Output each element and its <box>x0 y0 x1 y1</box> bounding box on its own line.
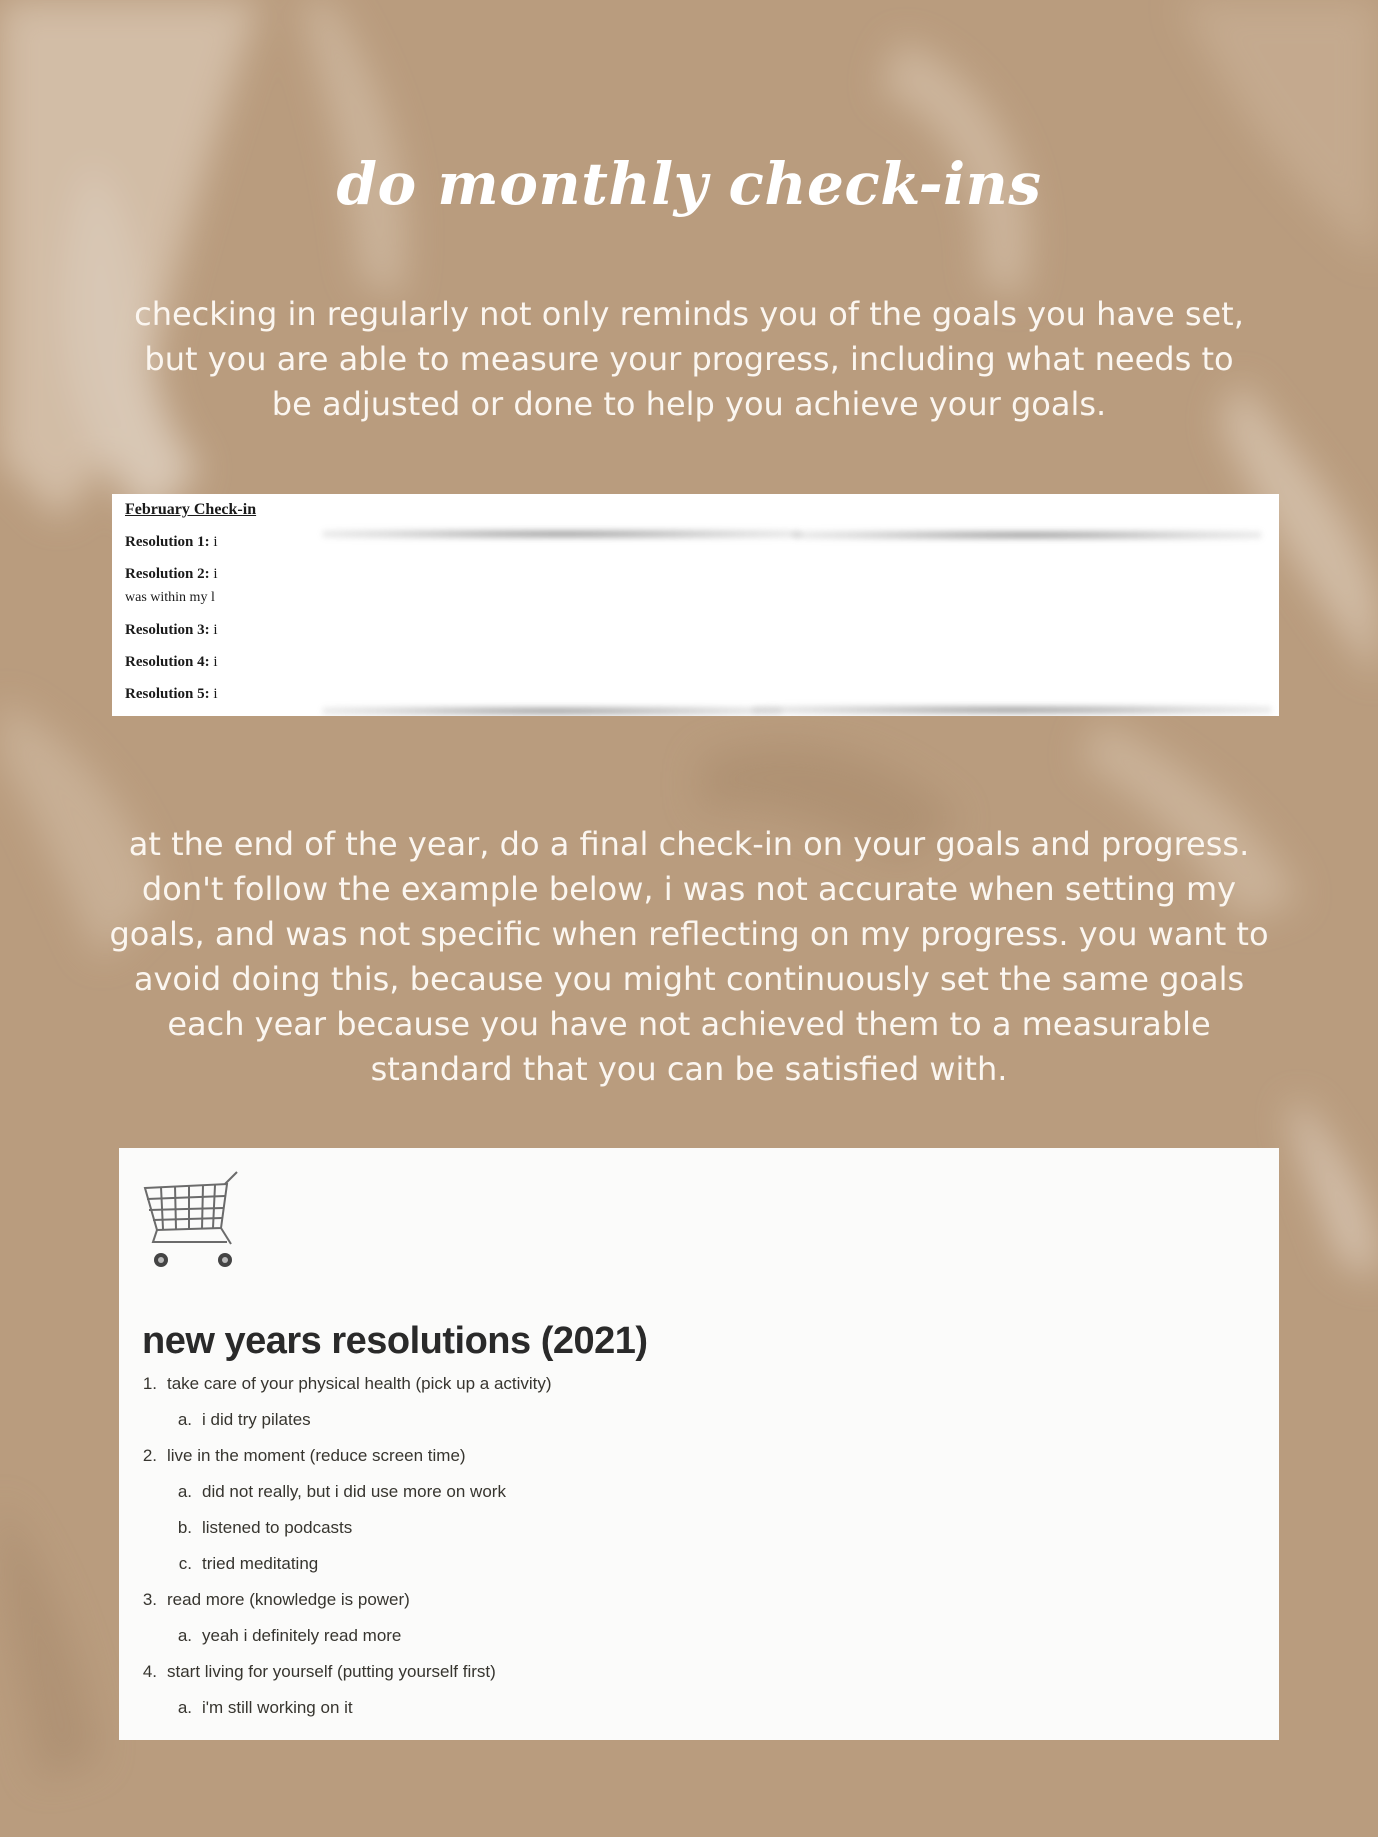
resolutions-document-screenshot <box>119 1148 1279 1740</box>
list-item: a. i'm still working on it <box>177 1698 353 1717</box>
intro-paragraph: checking in regularly not only reminds you of the goals you have set, but you are able to measure your progress, including what needs to be adjusted or done to help you achieve your goals. <box>134 295 1244 423</box>
page-title: do monthly check-ins <box>336 150 1042 218</box>
resolution-line: Resolution 3: i <box>125 622 218 638</box>
list-item: c. tried meditating <box>178 1554 319 1573</box>
resolution-line-continuation: was within my l <box>125 590 215 605</box>
resolutions-title: new years resolutions (2021) <box>142 1320 648 1362</box>
redaction-blur <box>792 530 1262 540</box>
resolution-line: Resolution 5: i <box>125 686 218 702</box>
list-item: a. did not really, but i did use more on work <box>177 1482 506 1501</box>
checkin-heading: February Check-in <box>125 501 257 518</box>
shopping-cart-icon <box>141 1170 241 1270</box>
resolution-line: Resolution 4: i <box>125 654 218 670</box>
list-item: 2. live in the moment (reduce screen time) <box>142 1446 466 1465</box>
checkin-document-screenshot <box>112 494 1279 716</box>
final-checkin-paragraph: at the end of the year, do a final check-in on your goals and progress. don't follow the example below, i was not accurate when setting my goals, and was not specific when reflecting on my progress. you want to avoid doing this, because you might continuously set the same goals each year because you have not achieved them to a measurable standard that you can be satisfied with. <box>109 825 1269 1088</box>
redaction-blur <box>752 705 1272 715</box>
redaction-blur <box>322 706 782 716</box>
list-item: 4. start living for yourself (putting yourself first) <box>142 1662 496 1681</box>
list-item: 3. read more (knowledge is power) <box>142 1590 410 1609</box>
list-item: b. listened to podcasts <box>177 1518 353 1537</box>
redaction-blur <box>322 529 802 539</box>
list-item: a. i did try pilates <box>177 1410 311 1429</box>
resolution-line: Resolution 1: i <box>125 534 218 550</box>
list-item: a. yeah i definitely read more <box>177 1626 402 1645</box>
list-item: 1. take care of your physical health (pick up a activity) <box>142 1374 552 1393</box>
resolution-line: Resolution 2: i <box>125 566 218 582</box>
